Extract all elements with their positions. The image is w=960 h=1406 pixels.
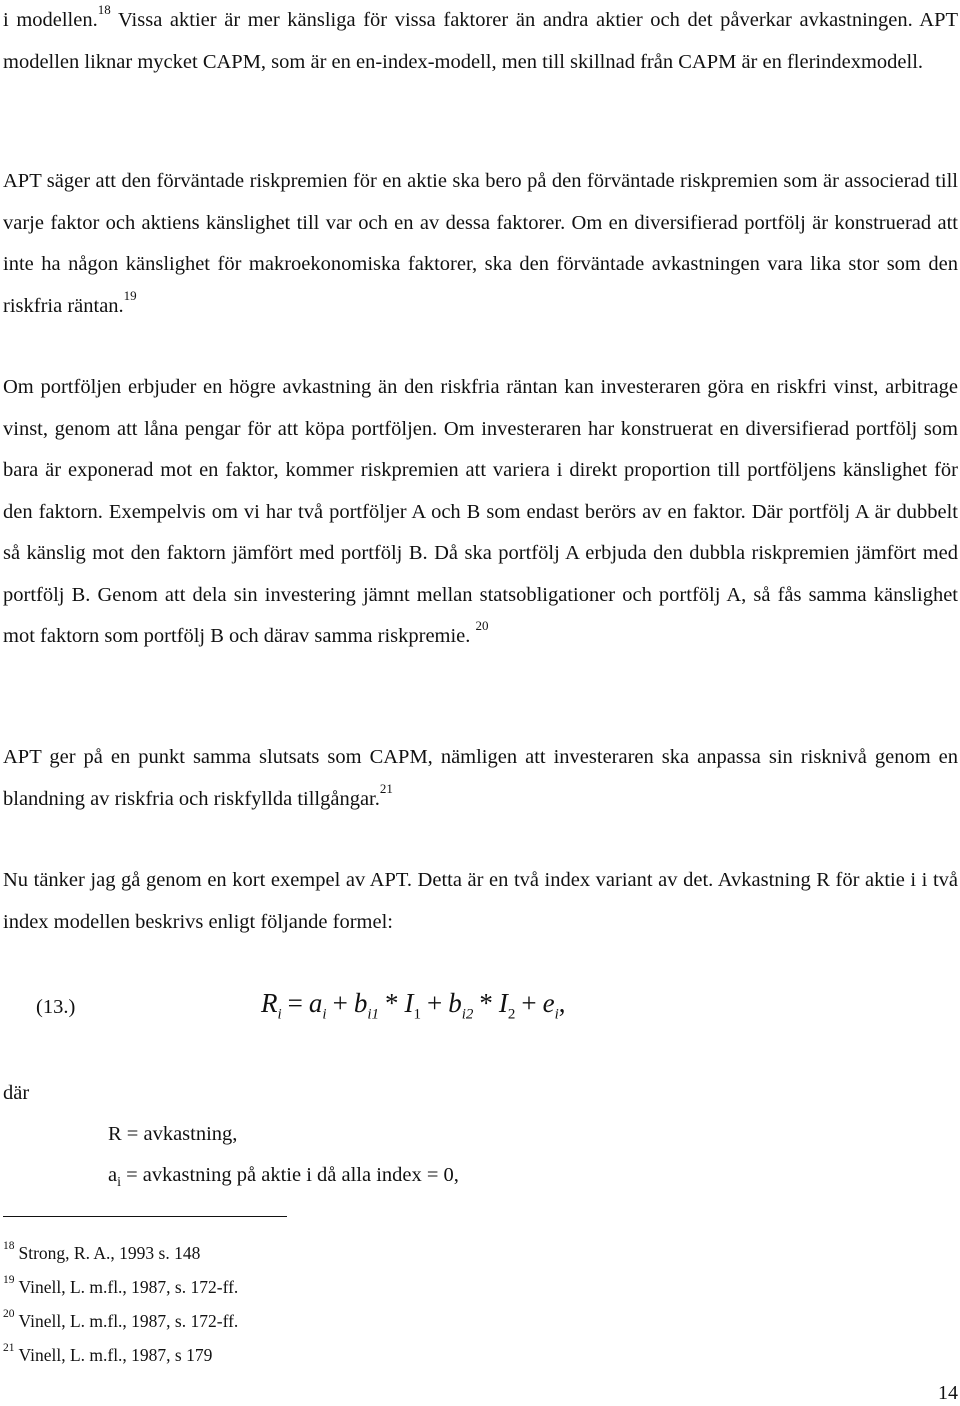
footnote-separator [3,1216,287,1217]
paragraph-apt-capm: APT ger på en punkt samma slutsats som CAPM, nämligen att investeraren ska anpassa sin risknivå genom en blandning av riskfria och riskfyllda tillgångar.$^{21}$ [3,746,958,810]
footnote-20: $^{20}$ Vinell, L. m.fl., 1987, s. 172-ff. [3,1308,239,1331]
formula-expression: $R_i = a_i + b_{i1} * I_1 + b_{i2} * I_2 + e_i$, [261,988,566,1023]
formula-number: (13.) [36,996,76,1018]
footnote-21: $^{21}$ Vinell, L. m.fl., 1987, s 179 [3,1342,213,1365]
footnote-ref-19[interactable]: 19 [123,287,137,303]
paragraph-exempel: Nu tänker jag gå genom en kort exempel av APT. Detta är en två index variant av det. Avkastning R för aktie i i två index modellen beskrivs enligt följande formel: [3,869,958,933]
footnote-ref-18[interactable]: 18 [97,2,111,18]
footnote-ref-21[interactable]: 21 [379,780,393,796]
formula-13 [36,988,936,1032]
page-number: 14 [938,1382,958,1404]
paragraph-arbitrage: Om portföljen erbjuder en högre avkastning än den riskfria räntan kan investeraren göra en riskfri vinst, arbitrage vinst, genom att låna pengar för att köpa portföljen. Om investeraren har konstruerat en diversifierad portfölj som bara är exponerad mot en faktor, kommer riskpremien att variera i direkt proportion till portföljens känslighet för den faktorn. Exempelvis om vi har två portföljer A och B som endast berörs av en faktor. Där portfölj A är dubbelt så känslig mot den faktorn jämfört med portfölj B. Då ska portfölj A erbjuda den dubbla riskpremien jämfört med portfölj B. Genom att dela sin investering jämnt mellan statsobligationer och portfölj A, så fås samma känslighet mot faktorn som portfölj B och därav samma riskpremie. $^{20}$ [3,376,958,647]
paragraph-intro: i modellen.$^{18}$ Vissa aktier är mer känsliga för vissa faktorer än andra aktier och det påverkar avkastningen. APT modellen liknar mycket CAPM, som är en en-index-modell, men till skillnad från CAPM är en flerindexmodell. [3,2,958,73]
definition-r: R = avkastning, [108,1123,238,1145]
footnote-19: $^{19}$ Vinell, L. m.fl., 1987, s. 172-ff. [3,1274,239,1297]
paragraph-apt-riskpremie: APT säger att den förväntade riskpremien för en aktie ska bero på den förväntade riskpremien som är associerad till varje faktor och aktiens känslighet till var och en av dessa faktorer. Om en diversifierad portfölj är konstruerad att inte ha någon känslighet för makroekonomiska faktorer, ska den förväntade avkastningen vara lika stor som den riskfria räntan.$^{19}$ [3,170,958,317]
footnote-18: $^{18}$ Strong, R. A., 1993 s. 148 [3,1240,201,1263]
dar-label: där [3,1082,30,1104]
footnote-ref-20[interactable]: 20 [475,618,489,634]
definition-a: $a_i$ = avkastning på aktie i då alla index = 0, [108,1164,459,1191]
